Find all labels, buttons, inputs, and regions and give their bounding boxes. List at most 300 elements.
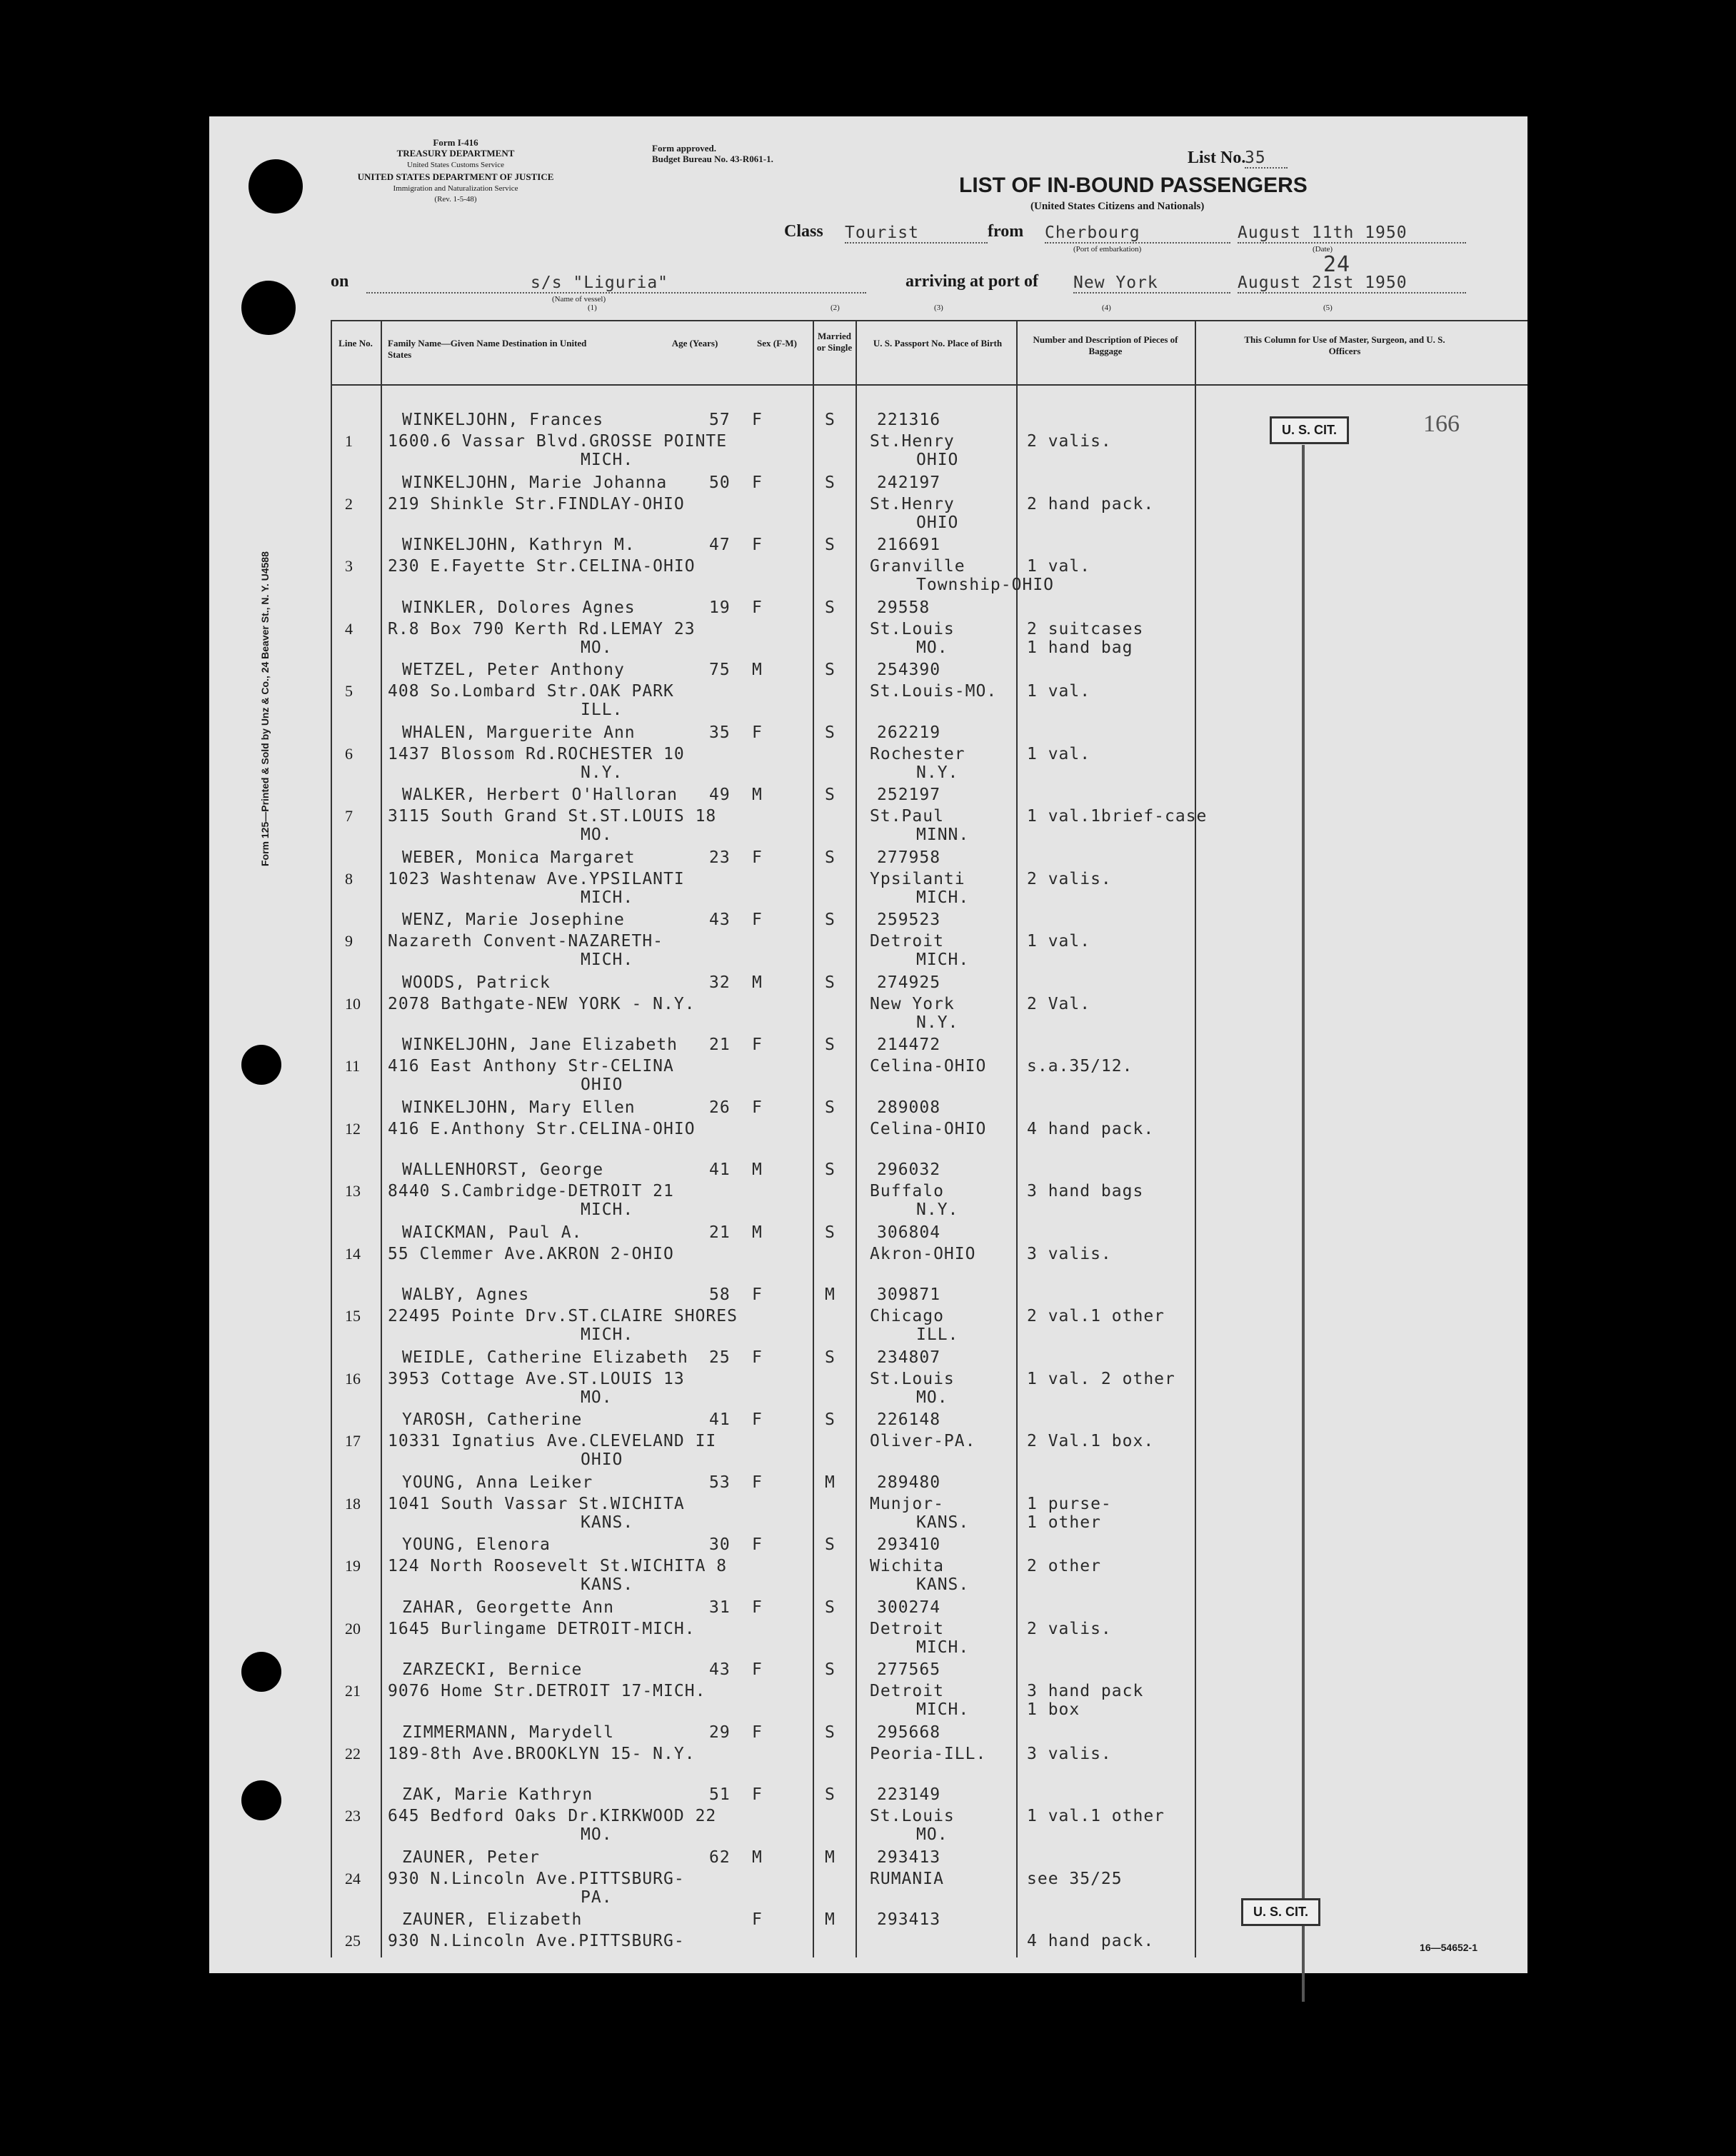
baggage-description: 1 val.1brief-case [1027,807,1208,826]
arrival-port: New York [1073,274,1230,294]
line-number: 18 [345,1494,361,1513]
passport-number: 293413 [877,1910,941,1929]
passenger-address: 1041 South Vassar St.WICHITA [388,1494,685,1513]
birth-place: New York [870,994,955,1013]
baggage-description: 1 val. [1027,744,1091,763]
passenger-address-state: MICH. [581,451,634,469]
passenger-age: 29 [709,1723,731,1742]
birth-place: Detroit [870,1682,944,1700]
marital-status: S [825,1410,836,1429]
passenger-sex: F [752,1348,763,1367]
class-value: Tourist [845,224,988,244]
passenger-age: 35 [709,723,731,742]
passenger-name: WETZEL, Peter Anthony [402,661,625,679]
passenger-name: WINKELJOHN, Marie Johanna [402,473,668,492]
passenger-age: 25 [709,1348,731,1367]
col-header-officers: This Column for Use of Master, Surgeon, and U. S. Officers [1244,334,1445,356]
marital-status: M [825,1910,836,1929]
list-no: 35 [1245,149,1288,169]
passport-number: 223149 [877,1785,941,1804]
passenger-address-state: OHIO [581,1450,623,1469]
passenger-age: 50 [709,473,731,492]
baggage-description: 3 valis. [1027,1244,1112,1263]
passenger-name: WHALEN, Marguerite Ann [402,723,636,742]
table-row [209,1465,1527,1532]
col-index-3: (3) [934,304,943,312]
treasury-dept: TREASURY DEPARTMENT [396,148,515,159]
table-row [209,590,1527,657]
table-row [209,652,1527,719]
passenger-age: 57 [709,411,731,429]
passport-number: 293410 [877,1535,941,1554]
passenger-address-state: OHIO [581,1076,623,1094]
passenger-name: WEBER, Monica Margaret [402,848,636,867]
col-header-age: Age (Years) [671,338,718,349]
marital-status: M [825,1847,836,1867]
line-number: 23 [345,1807,361,1825]
passenger-address-state: N.Y. [581,763,623,782]
on-label: on [331,272,349,291]
baggage-description: 3 valis. [1027,1744,1112,1763]
table-row [209,1277,1527,1344]
table-row [209,1215,1527,1279]
birth-place: Akron-OHIO [870,1244,976,1263]
line-number: 24 [345,1869,361,1887]
birth-place: Chicago [870,1307,944,1325]
passenger-age: 21 [709,1036,731,1054]
line-number: 6 [345,744,353,763]
passenger-name: WENZ, Marie Josephine [402,911,625,929]
passenger-name: WALBY, Agnes [402,1285,530,1304]
ins-service: Immigration and Naturalization Service [393,184,518,193]
marital-status: S [825,1098,836,1117]
baggage-description: 2 suitcases [1027,619,1144,638]
passenger-sex: F [752,1723,763,1742]
passenger-address-state: MO. [581,1825,613,1844]
birth-place-state: MICH. [916,888,970,907]
marital-status: S [825,1785,836,1804]
birth-place-state: MO. [916,638,948,657]
baggage-description-extra: 1 box [1027,1700,1080,1719]
passenger-sex: M [752,1847,763,1867]
table-row [209,1777,1527,1844]
col-header-married: Married or Single [816,331,853,353]
line-number: 5 [345,682,353,700]
table-row [209,1402,1527,1469]
punch-hole [241,281,296,335]
passenger-age: 30 [709,1535,731,1554]
line-number: 15 [345,1307,361,1325]
baggage-description: see 35/25 [1027,1869,1123,1888]
marital-status: S [825,598,836,617]
table-row [209,1652,1527,1719]
marital-status: S [825,411,836,429]
birth-place-state: MO. [916,1825,948,1844]
birth-place-state: MICH. [916,1700,970,1719]
baggage-description: 4 hand pack. [1027,1932,1155,1950]
passport-number: 277565 [877,1660,941,1679]
col-index-1: (1) [588,304,597,312]
passenger-age: 49 [709,786,731,804]
passenger-address: 930 N.Lincoln Ave.PITTSBURG- [388,1869,685,1888]
line-number: 13 [345,1182,361,1200]
passenger-address: 645 Bedford Oaks Dr.KIRKWOOD 22 [388,1807,717,1825]
birth-place: St.Louis [870,1369,955,1388]
birth-place-state: ILL. [916,1325,959,1344]
line-number: 12 [345,1119,361,1138]
passenger-sex: F [752,723,763,742]
manifest-page [209,116,1527,1973]
table-row [209,1715,1527,1779]
vessel-name: s/s "Liguria" [366,274,866,294]
customs-service: United States Customs Service [407,161,504,169]
passport-number: 252197 [877,786,941,804]
passenger-address-state: MICH. [581,951,634,969]
passport-number: 296032 [877,1160,941,1179]
passenger-address: 219 Shinkle Str.FINDLAY-OHIO [388,494,685,513]
birth-place: St.Louis [870,619,955,638]
col-header-line: Line No. [338,338,373,349]
passenger-address-state: PA. [581,1887,613,1907]
passport-number: 274925 [877,973,941,992]
table-row [209,715,1527,782]
vessel-caption: (Name of vessel) [552,295,606,304]
baggage-description: 1 val. [1027,932,1091,951]
passenger-sex: F [752,473,763,492]
marital-status: S [825,536,836,554]
from-label: from [988,222,1024,241]
marital-status: S [825,1160,836,1179]
col-index-2: (2) [831,304,840,312]
line-number: 21 [345,1682,361,1700]
passenger-name: YAROSH, Catherine [402,1410,583,1429]
col-index-5: (5) [1323,304,1333,312]
table-row [209,965,1527,1032]
birth-place: Wichita [870,1557,944,1575]
passenger-age: 75 [709,661,731,679]
passenger-address-state: MICH. [581,1200,634,1219]
line-number: 8 [345,869,353,888]
passenger-name: ZAUNER, Elizabeth [402,1910,583,1929]
line-number: 22 [345,1744,361,1763]
line-number: 4 [345,619,353,638]
passenger-age: 53 [709,1473,731,1492]
line-number: 11 [345,1057,361,1075]
passenger-address: 1437 Blossom Rd.ROCHESTER 10 [388,744,685,763]
passenger-name: ZARZECKI, Bernice [402,1660,583,1679]
budget-bureau: Budget Bureau No. 43-R061-1. [652,154,773,164]
marital-status: S [825,786,836,804]
passenger-address-state: MO. [581,638,613,657]
passenger-age: 58 [709,1285,731,1304]
passenger-age: 43 [709,911,731,929]
form-approved: Form approved. [652,143,717,154]
passenger-address: 1600.6 Vassar Blvd.GROSSE POINTE [388,432,728,451]
passenger-sex: F [752,848,763,867]
passport-number: 29558 [877,598,930,617]
passenger-age: 41 [709,1410,731,1429]
passenger-name: WALKER, Herbert O'Halloran [402,786,678,804]
table-row [209,1840,1527,1907]
passenger-name: WALLENHORST, George [402,1160,604,1179]
passport-number: 289008 [877,1098,941,1117]
col-header-name: Family Name—Given Name Destination in United States [388,338,587,360]
passenger-address: 8440 S.Cambridge-DETROIT 21 [388,1182,674,1200]
us-citizen-stamp: U. S. CIT. [1270,416,1349,444]
passenger-name: WEIDLE, Catherine Elizabeth [402,1348,688,1367]
passenger-sex: F [752,1535,763,1554]
birth-place: Granville [870,557,965,576]
passenger-name: YOUNG, Anna Leiker [402,1473,593,1492]
table-row [209,1152,1527,1219]
passenger-address: 2078 Bathgate-NEW YORK - N.Y. [388,994,696,1013]
passenger-address: 9076 Home Str.DETROIT 17-MICH. [388,1682,706,1700]
line-number: 3 [345,557,353,575]
table-row [209,840,1527,907]
baggage-description: 1 purse- [1027,1494,1112,1513]
marital-status: S [825,723,836,742]
passenger-age: 23 [709,848,731,867]
birth-place: Oliver-PA. [870,1432,976,1450]
passenger-address: 1023 Washtenaw Ave.YPSILANTI [388,869,685,888]
passenger-sex: F [752,1473,763,1492]
passenger-age: 19 [709,598,731,617]
baggage-description: 2 valis. [1027,1619,1112,1638]
punch-hole [249,159,303,214]
passenger-age: 21 [709,1223,731,1242]
passenger-address: 3115 South Grand St.ST.LOUIS 18 [388,807,717,826]
arrival-date: August 21st 1950 [1238,274,1466,294]
passenger-sex: F [752,1285,763,1304]
passenger-address: 22495 Pointe Drv.ST.CLAIRE SHORES [388,1307,738,1325]
passport-number: 309871 [877,1285,941,1304]
birth-place: Munjor- [870,1494,944,1513]
passenger-name: ZIMMERMANN, Marydell [402,1723,614,1742]
marital-status: M [825,1473,836,1492]
baggage-description: 2 valis. [1027,432,1112,451]
passenger-name: WINKELJOHN, Mary Ellen [402,1098,636,1117]
table-row [209,402,1527,469]
passport-number: 226148 [877,1410,941,1429]
passenger-address-state: KANS. [581,1575,634,1594]
passenger-address: 10331 Ignatius Ave.CLEVELAND II [388,1432,717,1450]
form-footer: 16—54652-1 [1420,1942,1477,1953]
baggage-description: s.a.35/12. [1027,1057,1133,1076]
passport-number: 295668 [877,1723,941,1742]
embark-port: Cherbourg [1045,224,1230,244]
birth-place: Rochester [870,744,965,763]
table-top-rule [331,320,1527,321]
marital-status: S [825,1598,836,1617]
passenger-address-state: MO. [581,1388,613,1407]
passenger-address: Nazareth Convent-NAZARETH- [388,932,664,951]
passenger-sex: M [752,1160,763,1179]
passenger-sex: F [752,536,763,554]
printer-note: Form 125—Printed & Sold by Unz & Co., 24 Beaver St., N. Y. U4588 [259,551,271,866]
marital-status: S [825,661,836,679]
table-row [209,1090,1527,1154]
birth-place-state: MICH. [916,1638,970,1657]
birth-place-state: Township-OHIO [916,576,1055,594]
passenger-address: 408 So.Lombard Str.OAK PARK [388,682,674,701]
birth-place: St.Paul [870,807,944,826]
marital-status: S [825,1348,836,1367]
marital-status: S [825,1660,836,1679]
baggage-description: 2 Val.1 box. [1027,1432,1155,1450]
birth-place-state: N.Y. [916,1013,959,1032]
birth-place: Ypsilanti [870,869,965,888]
passenger-age: 62 [709,1847,731,1867]
baggage-description: 2 hand pack. [1027,494,1155,513]
marital-status: S [825,848,836,867]
birth-place-state: MICH. [916,951,970,969]
passenger-name: WINKLER, Dolores Agnes [402,598,636,617]
passenger-address-state: ILL. [581,701,623,719]
passenger-name: WINKELJOHN, Kathryn M. [402,536,636,554]
marital-status: S [825,1535,836,1554]
passenger-name: ZAHAR, Georgette Ann [402,1598,614,1617]
birth-place: St.Henry [870,494,955,513]
baggage-description: 2 valis. [1027,869,1112,888]
marital-status: S [825,1223,836,1242]
embark-date-caption: (Date) [1313,245,1333,254]
passport-number: 214472 [877,1036,941,1054]
line-number: 19 [345,1557,361,1575]
passenger-address: 930 N.Lincoln Ave.PITTSBURG- [388,1932,685,1950]
page-number-stamp: 166 [1423,411,1460,437]
passenger-name: WINKELJOHN, Frances [402,411,604,429]
col-header-sex: Sex (F-M) [757,338,797,349]
line-number: 9 [345,932,353,950]
marital-status: S [825,1036,836,1054]
passenger-name: WINKELJOHN, Jane Elizabeth [402,1036,678,1054]
baggage-description-extra: 1 hand bag [1027,638,1133,657]
passenger-address-state: MICH. [581,1325,634,1344]
passenger-age: 26 [709,1098,731,1117]
passenger-sex: F [752,911,763,929]
birth-place: Peoria-ILL. [870,1744,987,1763]
passenger-address: R.8 Box 790 Kerth Rd.LEMAY 23 [388,619,696,638]
passenger-sex: F [752,1036,763,1054]
table-header-rule [331,384,1527,386]
passenger-address: 55 Clemmer Ave.AKRON 2-OHIO [388,1244,674,1263]
passport-number: 221316 [877,411,941,429]
birth-place: Buffalo [870,1182,944,1200]
birth-place-state: OHIO [916,451,959,469]
baggage-description: 2 val.1 other [1027,1307,1165,1325]
passenger-sex: M [752,1223,763,1242]
birth-place: Celina-OHIO [870,1119,987,1138]
birth-place: St.Louis [870,1807,955,1825]
passenger-sex: F [752,411,763,429]
table-row [209,1027,1527,1094]
birth-place-state: MO. [916,1388,948,1407]
passenger-address: 189-8th Ave.BROOKLYN 15- N.Y. [388,1744,696,1763]
table-row [209,465,1527,532]
col-header-passport: U. S. Passport No. Place of Birth [873,338,1003,349]
baggage-description: 3 hand pack [1027,1682,1144,1700]
passenger-name: ZAUNER, Peter [402,1847,541,1867]
class-label: Class [784,222,823,241]
table-row [209,1340,1527,1407]
birth-place: RUMANIA [870,1869,944,1888]
baggage-description: 1 val.1 other [1027,1807,1165,1825]
passport-number: 234807 [877,1348,941,1367]
baggage-description: 1 val. [1027,682,1091,701]
line-number: 7 [345,807,353,825]
birth-place-state: MINN. [916,826,970,844]
passenger-address-state: MICH. [581,888,634,907]
manifest-title: LIST OF IN-BOUND PASSENGERS [959,174,1308,197]
embark-port-caption: (Port of embarkation) [1073,245,1142,254]
embark-date: August 11th 1950 [1238,224,1466,244]
baggage-description: 4 hand pack. [1027,1119,1155,1138]
line-number: 17 [345,1432,361,1450]
passenger-age: 47 [709,536,731,554]
passenger-address-state: KANS. [581,1513,634,1532]
arrival-date-correction: 24 [1323,252,1351,277]
passenger-address-state: MO. [581,826,613,844]
baggage-description-extra: 1 other [1027,1513,1101,1532]
line-number: 20 [345,1619,361,1638]
passenger-sex: F [752,1785,763,1804]
passenger-age: 41 [709,1160,731,1179]
passport-number: 293413 [877,1847,941,1867]
birth-place: Detroit [870,1619,944,1638]
passenger-sex: F [752,1410,763,1429]
col-index-4: (4) [1102,304,1111,312]
marital-status: S [825,973,836,992]
passenger-age: 43 [709,1660,731,1679]
arriving-label: arriving at port of [905,272,1038,291]
line-number: 14 [345,1244,361,1263]
revision: (Rev. 1-5-48) [434,195,477,204]
baggage-description: 3 hand bags [1027,1182,1144,1200]
passenger-sex: F [752,1598,763,1617]
passenger-sex: F [752,1098,763,1117]
passenger-address: 416 East Anthony Str-CELINA [388,1057,674,1076]
passenger-sex: M [752,661,763,679]
marital-status: S [825,1723,836,1742]
passport-number: 242197 [877,473,941,492]
birth-place-state: N.Y. [916,763,959,782]
passenger-address: 1645 Burlingame DETROIT-MICH. [388,1619,696,1638]
passport-number: 259523 [877,911,941,929]
form-number: Form I-416 [433,137,478,148]
passenger-rows [209,402,1527,1973]
passport-number: 300274 [877,1598,941,1617]
passenger-name: ZAK, Marie Kathryn [402,1785,593,1804]
marital-status: S [825,911,836,929]
passenger-sex: F [752,1910,763,1929]
baggage-description: 2 Val. [1027,994,1091,1013]
passport-number: 306804 [877,1223,941,1242]
passport-number: 216691 [877,536,941,554]
table-row [209,1527,1527,1594]
baggage-description: 1 val. [1027,557,1091,576]
manifest-subtitle: (United States Citizens and Nationals) [1030,201,1205,212]
marital-status: M [825,1285,836,1304]
line-number: 16 [345,1369,361,1388]
us-citizen-stamp-bottom: U. S. CIT. [1241,1898,1320,1926]
marital-status: S [825,473,836,492]
passenger-name: WOODS, Patrick [402,973,551,992]
passenger-sex: F [752,598,763,617]
birth-place: Celina-OHIO [870,1057,987,1076]
passenger-age: 51 [709,1785,731,1804]
birth-place-state: KANS. [916,1575,970,1594]
passenger-address: 416 E.Anthony Str.CELINA-OHIO [388,1119,696,1138]
